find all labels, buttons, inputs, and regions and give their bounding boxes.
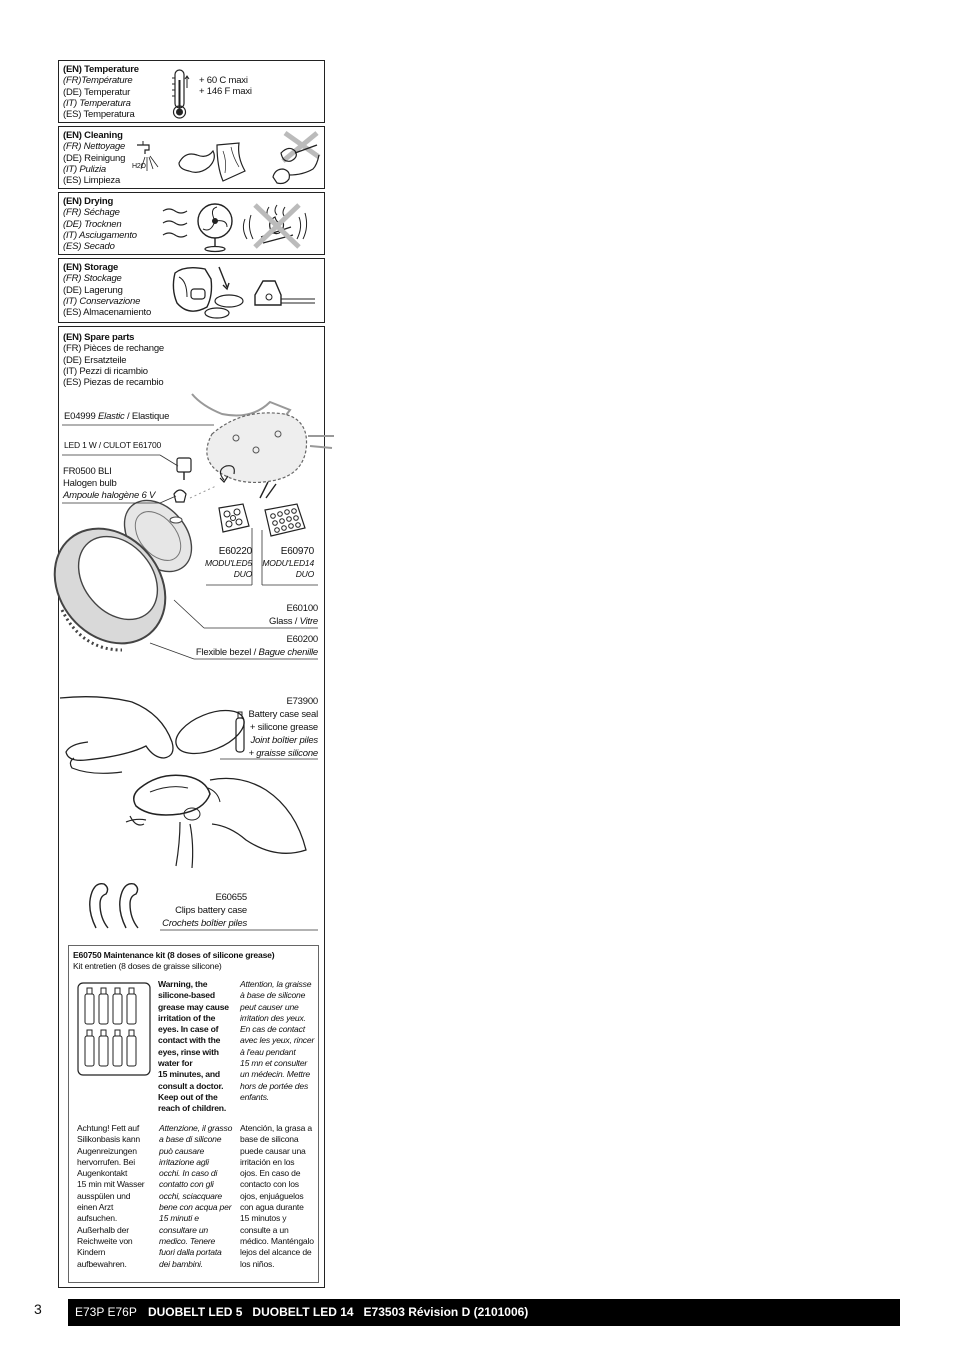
label-it: (IT) Conservazione <box>63 295 141 307</box>
temp-fahrenheit: + 146 F maxi <box>199 86 252 98</box>
led-culot-label: LED 1 W / CULOT E61700 <box>64 440 162 450</box>
maintenance-kit-section <box>68 945 319 1283</box>
battery-seal-label: E73900 Battery case seal + silicone grease Joint boîtier piles + graisse silicone <box>248 696 318 759</box>
kit-title: E60750 Maintenance kit (8 doses of silicone grease) <box>73 950 275 960</box>
modu-led5-label: E60220 MODU'LED5 DUO <box>204 546 252 579</box>
bezel-label: E60200 Flexible bezel / Bague chenille <box>195 634 318 658</box>
label-it: (IT) Asciugamento <box>63 229 137 241</box>
label-en: (EN) Cleaning <box>63 130 123 141</box>
elastic-label: E04999 Elastic / Elastique <box>64 411 170 422</box>
label-es: (ES) Limpieza <box>63 175 121 187</box>
warning-de: Achtung! Fett auf Silikonbasis kann Augenreizungen hervorrufen. Bei Augenkontakt 15 min mit Wasser ausspülen und einen Arzt aufsuchen. Außerhalb der Reichweite von Kindern aufbewahren. <box>77 1123 145 1269</box>
temp-celsius: + 60 C maxi <box>199 75 248 86</box>
footer-bar <box>68 1299 900 1326</box>
footer-product: DUOBELT LED 5 DUOBELT LED 14 E73503 Révision D (2101006) <box>147 1305 529 1319</box>
label-it: (IT) Pezzi di ricambio <box>63 365 148 377</box>
label-es: (ES) Temperatura <box>63 109 135 121</box>
label-de: (DE) Temperatur <box>63 86 131 98</box>
label-fr: (FR) Nettoyage <box>63 141 126 153</box>
warning-es: Atención, la grasa a base de silicona puede causar una irritación en los ojos. En caso de contacto con los ojos, enjuáguelos con agua durante 15 minutos y consulte a un médico. Manténgalo lejos del alcance de los niños. <box>240 1123 314 1269</box>
label-de: (DE) Ersatzteile <box>63 354 127 366</box>
label-de: (DE) Reinigung <box>63 152 126 164</box>
label-de: (DE) Trocknen <box>63 218 122 230</box>
halogen-bulb-label: FR0500 BLI Halogen bulb Ampoule halogène 6 V <box>63 466 156 501</box>
label-fr: (FR) Séchage <box>63 207 120 219</box>
page-number: 3 <box>34 1301 42 1317</box>
label-fr: (FR)Température <box>63 75 133 87</box>
label-es: (ES) Piezas de recambio <box>63 377 164 389</box>
label-de: (DE) Lagerung <box>63 284 123 296</box>
label-en: (EN) Spare parts <box>63 332 135 343</box>
label-en: (EN) Temperature <box>63 64 139 75</box>
label-it: (IT) Pulizia <box>63 163 106 175</box>
label-en: (EN) Storage <box>63 262 119 273</box>
label-es: (ES) Secado <box>63 241 115 253</box>
label-es: (ES) Almacenamiento <box>63 307 152 319</box>
warning-fr: Attention, la graisse à base de silicone peut causer une irritation des yeux. En cas de contact avec les yeux, rincer à l'eau pendant 15 mn et consulter un médecin. Mettre hors de portée des enfants. <box>240 979 315 1102</box>
label-it: (IT) Temperatura <box>63 97 131 109</box>
clips-label: E60655 Clips battery case Crochets boîtier piles <box>162 892 247 929</box>
glass-label: E60100 Glass / Vitre <box>269 603 318 627</box>
label-fr: (FR) Pièces de rechange <box>63 343 165 355</box>
label-fr: (FR) Stockage <box>63 273 122 285</box>
modu-led14-label: E60970 MODU'LED14 DUO <box>262 546 314 579</box>
label-en: (EN) Drying <box>63 196 114 207</box>
grease-tubes-icon <box>77 982 151 1076</box>
warning-en: Warning, the silicone-based grease may cause irritation of the eyes. In case of contact with the eyes, rinse with water for 15 minutes, and consult a doctor. Keep out of the reach of children. <box>158 979 229 1114</box>
water-label: H2O <box>132 163 146 170</box>
warning-it: Attenzione, il grasso a base di silicone può causare irritazione agli occhi. In caso di contatto con gli occhi, sciacquare bene con acqua per 15 minuti e consultare un medico. Tenere fuori dalla portata dei bambini. <box>159 1123 233 1269</box>
footer-models: E73P E76P <box>75 1305 137 1319</box>
battery-clips-icon <box>86 880 146 936</box>
kit-subtitle: Kit entretien (8 doses de graisse silicone) <box>73 961 222 971</box>
